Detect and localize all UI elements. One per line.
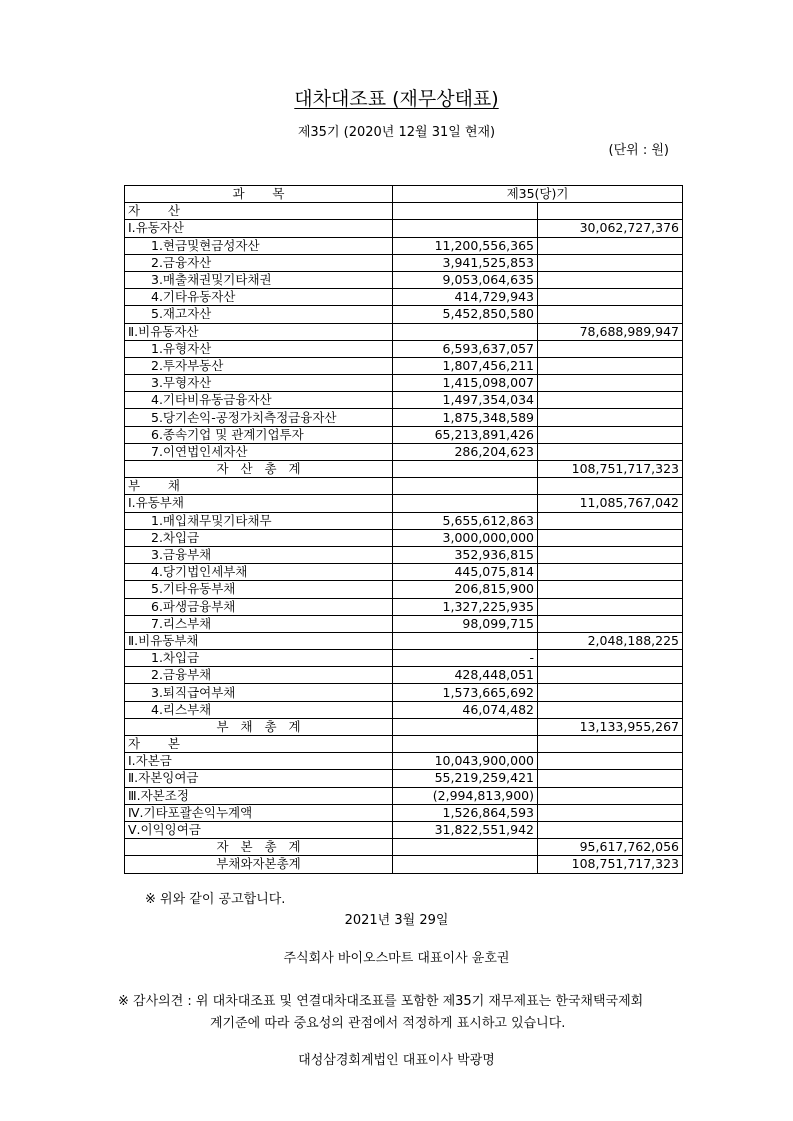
table-row bbox=[125, 443, 683, 460]
row-label: 부채와자본총계 bbox=[125, 856, 393, 873]
row-value-detail: 1,807,456,211 bbox=[393, 357, 538, 374]
table-row bbox=[125, 787, 683, 804]
row-value-detail: 352,936,815 bbox=[393, 546, 538, 563]
table-row bbox=[125, 254, 683, 271]
row-label: 자 본 bbox=[125, 736, 393, 753]
row-label: 1.유형자산 bbox=[125, 340, 393, 357]
row-value-total bbox=[538, 392, 683, 409]
row-value-detail: 65,213,891,426 bbox=[393, 426, 538, 443]
row-value-detail: 10,043,900,000 bbox=[393, 753, 538, 770]
row-value-total bbox=[538, 340, 683, 357]
table-row bbox=[125, 392, 683, 409]
row-label: 자 산 bbox=[125, 203, 393, 220]
row-value-detail: 11,200,556,365 bbox=[393, 237, 538, 254]
table-header-row bbox=[125, 186, 683, 203]
table-row bbox=[125, 203, 683, 220]
table-row bbox=[125, 581, 683, 598]
row-label: Ⅴ.이익잉여금 bbox=[125, 821, 393, 838]
row-value-total: 30,062,727,376 bbox=[538, 220, 683, 237]
row-value-detail: 55,219,259,421 bbox=[393, 770, 538, 787]
row-value-total bbox=[538, 650, 683, 667]
row-value-detail bbox=[393, 323, 538, 340]
row-value-detail: 3,941,525,853 bbox=[393, 254, 538, 271]
table-row bbox=[125, 271, 683, 288]
table-row bbox=[125, 340, 683, 357]
table-row bbox=[125, 856, 683, 873]
row-value-detail: 3,000,000,000 bbox=[393, 529, 538, 546]
row-value-total bbox=[538, 529, 683, 546]
row-label: 6.파생금융부채 bbox=[125, 598, 393, 615]
table-row bbox=[125, 237, 683, 254]
row-value-total bbox=[538, 546, 683, 563]
row-value-detail: 98,099,715 bbox=[393, 615, 538, 632]
table-row bbox=[125, 289, 683, 306]
table-row bbox=[125, 701, 683, 718]
fiscal-period: 제35기 (2020년 12월 31일 현재) bbox=[297, 125, 496, 140]
table-row bbox=[125, 478, 683, 495]
row-label: 부 채 bbox=[125, 478, 393, 495]
row-label: 1.차입금 bbox=[125, 650, 393, 667]
row-value-total bbox=[538, 564, 683, 581]
row-value-detail: 1,573,665,692 bbox=[393, 684, 538, 701]
row-value-total bbox=[538, 615, 683, 632]
row-value-total: 11,085,767,042 bbox=[538, 495, 683, 512]
row-label: 5.기타유동부채 bbox=[125, 581, 393, 598]
row-value-total bbox=[538, 581, 683, 598]
table-row bbox=[125, 615, 683, 632]
row-value-total bbox=[538, 203, 683, 220]
row-label: 3.무형자산 bbox=[125, 375, 393, 392]
row-value-total bbox=[538, 375, 683, 392]
row-value-total bbox=[538, 787, 683, 804]
table-row bbox=[125, 804, 683, 821]
row-value-total bbox=[538, 667, 683, 684]
row-value-total: 108,751,717,323 bbox=[538, 856, 683, 873]
row-value-detail: 1,415,098,007 bbox=[393, 375, 538, 392]
row-label: 3.매출채권및기타채권 bbox=[125, 271, 393, 288]
row-label: 3.퇴직급여부채 bbox=[125, 684, 393, 701]
table-row bbox=[125, 564, 683, 581]
row-value-detail bbox=[393, 220, 538, 237]
row-value-total bbox=[538, 271, 683, 288]
row-value-detail bbox=[393, 478, 538, 495]
announcement-note: ※ 위와 같이 공고합니다. bbox=[145, 892, 286, 907]
row-value-detail bbox=[393, 203, 538, 220]
row-value-detail bbox=[393, 839, 538, 856]
row-value-detail: - bbox=[393, 650, 538, 667]
row-label: 1.매입채무및기타채무 bbox=[125, 512, 393, 529]
row-label: 4.리스부채 bbox=[125, 701, 393, 718]
table-row bbox=[125, 821, 683, 838]
row-value-detail: 414,729,943 bbox=[393, 289, 538, 306]
table-row bbox=[125, 529, 683, 546]
row-label: 6.종속기업 및 관계기업투자 bbox=[125, 426, 393, 443]
row-value-total bbox=[538, 736, 683, 753]
row-value-detail: 1,526,864,593 bbox=[393, 804, 538, 821]
row-value-detail: 5,655,612,863 bbox=[393, 512, 538, 529]
table-row bbox=[125, 770, 683, 787]
row-value-detail: 1,497,354,034 bbox=[393, 392, 538, 409]
row-value-total bbox=[538, 478, 683, 495]
audit-opinion-line-2: 계기준에 따라 중요성의 관점에서 적정하게 표시하고 있습니다. bbox=[210, 1016, 566, 1031]
row-value-total bbox=[538, 512, 683, 529]
row-value-detail bbox=[393, 461, 538, 478]
row-value-total bbox=[538, 770, 683, 787]
row-label: 4.기타비유동금융자산 bbox=[125, 392, 393, 409]
row-label: 5.당기손익-공정가치측정금융자산 bbox=[125, 409, 393, 426]
row-value-total bbox=[538, 804, 683, 821]
row-label: Ⅲ.자본조정 bbox=[125, 787, 393, 804]
row-value-total: 108,751,717,323 bbox=[538, 461, 683, 478]
table-row bbox=[125, 375, 683, 392]
row-value-detail bbox=[393, 718, 538, 735]
header-account: 과 목 bbox=[125, 186, 393, 203]
row-value-detail: 9,053,064,635 bbox=[393, 271, 538, 288]
row-value-detail: 428,448,051 bbox=[393, 667, 538, 684]
row-label: 2.금융부채 bbox=[125, 667, 393, 684]
announcement-date: 2021년 3월 29일 bbox=[344, 913, 449, 928]
table-row bbox=[125, 667, 683, 684]
row-label: 부 채 총 계 bbox=[125, 718, 393, 735]
table-row bbox=[125, 736, 683, 753]
row-label: 1.현금및현금성자산 bbox=[125, 237, 393, 254]
table-row bbox=[125, 546, 683, 563]
row-label: 2.투자부동산 bbox=[125, 357, 393, 374]
table-row bbox=[125, 650, 683, 667]
row-value-detail: 6,593,637,057 bbox=[393, 340, 538, 357]
row-value-total: 78,688,989,947 bbox=[538, 323, 683, 340]
row-label: 4.기타유동자산 bbox=[125, 289, 393, 306]
row-value-detail: 286,204,623 bbox=[393, 443, 538, 460]
row-value-total bbox=[538, 701, 683, 718]
row-value-total: 2,048,188,225 bbox=[538, 632, 683, 649]
row-value-total bbox=[538, 357, 683, 374]
row-value-detail: 46,074,482 bbox=[393, 701, 538, 718]
row-value-detail: 5,452,850,580 bbox=[393, 306, 538, 323]
row-value-detail bbox=[393, 495, 538, 512]
row-label: 3.금융부채 bbox=[125, 546, 393, 563]
row-label: Ⅱ.비유동자산 bbox=[125, 323, 393, 340]
row-label: Ⅱ.자본잉여금 bbox=[125, 770, 393, 787]
currency-unit: (단위 : 원) bbox=[608, 143, 669, 158]
row-value-total bbox=[538, 443, 683, 460]
table-row bbox=[125, 495, 683, 512]
row-value-detail: 445,075,814 bbox=[393, 564, 538, 581]
row-label: Ⅰ.유동부채 bbox=[125, 495, 393, 512]
row-value-total bbox=[538, 254, 683, 271]
row-value-detail: 31,822,551,942 bbox=[393, 821, 538, 838]
row-value-total bbox=[538, 409, 683, 426]
row-label: 4.당기법인세부채 bbox=[125, 564, 393, 581]
row-value-total: 13,133,955,267 bbox=[538, 718, 683, 735]
table-row bbox=[125, 684, 683, 701]
row-label: 자 본 총 계 bbox=[125, 839, 393, 856]
table-row bbox=[125, 409, 683, 426]
row-label: 7.이연법인세자산 bbox=[125, 443, 393, 460]
row-value-total bbox=[538, 237, 683, 254]
row-value-total bbox=[538, 289, 683, 306]
table-row bbox=[125, 323, 683, 340]
row-value-total bbox=[538, 598, 683, 615]
row-value-total bbox=[538, 306, 683, 323]
audit-opinion-line-1: ※ 감사의견 : 위 대차대조표 및 연결대차대조표를 포함한 제35기 재무제표는 한국채택국제회 bbox=[118, 994, 644, 1009]
row-value-total bbox=[538, 821, 683, 838]
table-row bbox=[125, 753, 683, 770]
row-label: Ⅳ.기타포괄손익누계액 bbox=[125, 804, 393, 821]
header-period: 제35(당)기 bbox=[393, 186, 683, 203]
row-label: 2.금융자산 bbox=[125, 254, 393, 271]
row-label: Ⅰ.자본금 bbox=[125, 753, 393, 770]
row-value-total bbox=[538, 684, 683, 701]
row-value-total: 95,617,762,056 bbox=[538, 839, 683, 856]
table-row bbox=[125, 461, 683, 478]
auditor-signature: 대성삼경회계법인 대표이사 박광명 bbox=[298, 1053, 495, 1068]
row-label: Ⅰ.유동자산 bbox=[125, 220, 393, 237]
row-value-detail: 206,815,900 bbox=[393, 581, 538, 598]
table-row bbox=[125, 718, 683, 735]
row-value-detail bbox=[393, 632, 538, 649]
table-row bbox=[125, 306, 683, 323]
row-value-detail: 1,327,225,935 bbox=[393, 598, 538, 615]
row-value-detail: 1,875,348,589 bbox=[393, 409, 538, 426]
document-title: 대차대조표 (재무상태표) bbox=[294, 88, 499, 110]
row-label: 2.차입금 bbox=[125, 529, 393, 546]
row-value-detail: (2,994,813,900) bbox=[393, 787, 538, 804]
table-row bbox=[125, 426, 683, 443]
table-row bbox=[125, 512, 683, 529]
row-label: Ⅱ.비유동부채 bbox=[125, 632, 393, 649]
row-value-detail bbox=[393, 856, 538, 873]
row-value-total bbox=[538, 753, 683, 770]
table-row bbox=[125, 839, 683, 856]
row-label: 5.재고자산 bbox=[125, 306, 393, 323]
company-signature: 주식회사 바이오스마트 대표이사 윤호권 bbox=[283, 951, 510, 966]
table-row bbox=[125, 220, 683, 237]
table-row bbox=[125, 598, 683, 615]
balance-sheet-table bbox=[124, 185, 683, 874]
row-label: 7.리스부채 bbox=[125, 615, 393, 632]
row-value-total bbox=[538, 426, 683, 443]
row-label: 자 산 총 계 bbox=[125, 461, 393, 478]
table-row bbox=[125, 632, 683, 649]
table-row bbox=[125, 357, 683, 374]
row-value-detail bbox=[393, 736, 538, 753]
